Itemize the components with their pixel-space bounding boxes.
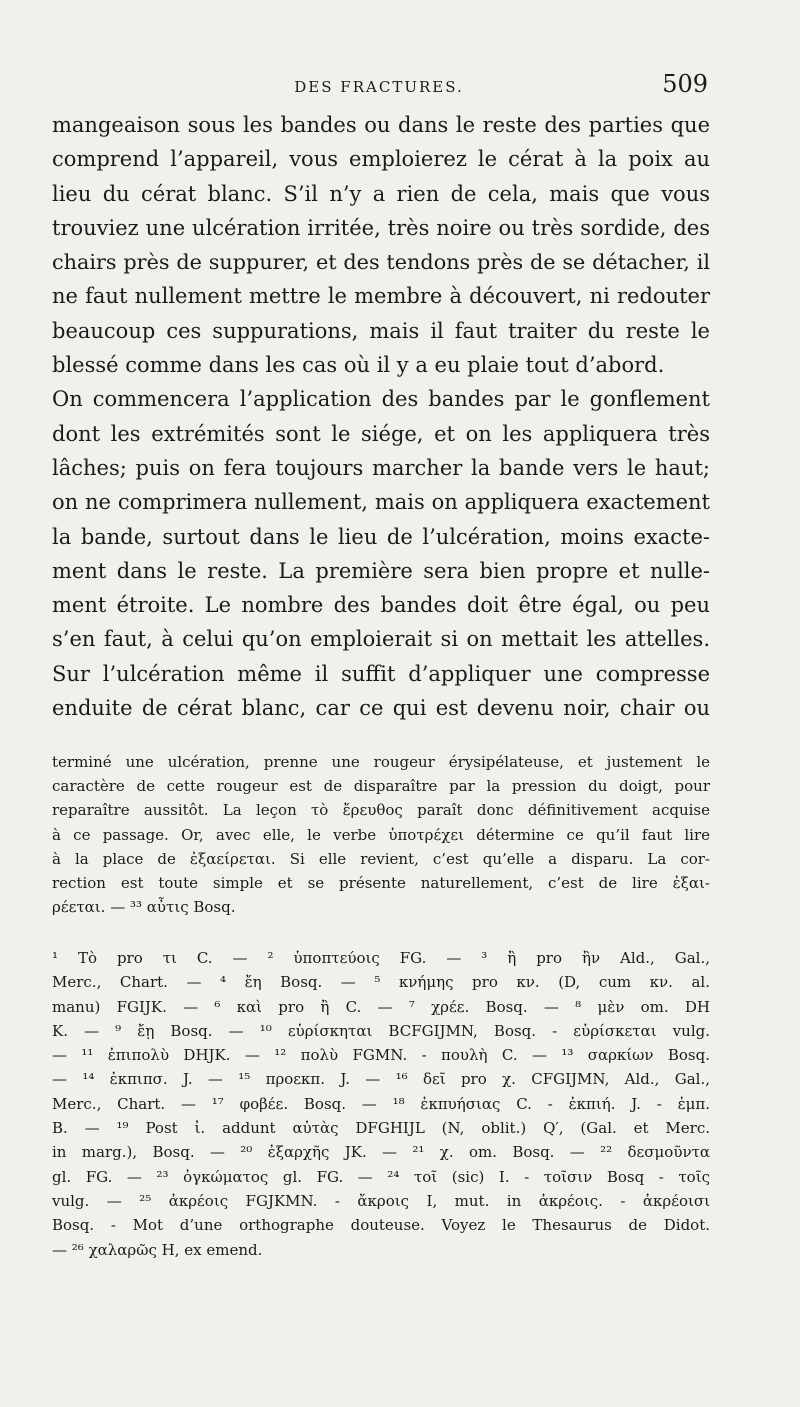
text-line: chairs près de suppurer, et des tendons près de se détacher, il [52,250,710,275]
footnote-line: caractère de cette rougeur est de disparaître par la pression du doigt, pour [52,777,710,796]
text-line: trouviez une ulcération irritée, très noire ou très sordide, des [52,215,710,240]
variant-line: manu) FGIJK. — ⁶ καὶ pro ἢ C. — ⁷ χρέε. Bosq. — ⁸ μὲν om. DH [52,997,710,1016]
footnote-line: ρέεται. — ³³ αὖτις Bosq. [52,898,236,917]
footnote-line: à la place de ἐξαείρεται. Si elle revient, c’est qu’elle a disparu. La cor- [52,849,710,868]
variant-line: — ¹¹ ἐπιπολὺ DHJK. — ¹² πολὺ FGMN. - πουλὴ C. — ¹³ σαρκίων Bosq. [52,1046,710,1065]
variant-line: Merc., Chart. — ¹⁷ φοβέε. Bosq. — ¹⁸ ἐκπυήσιας C. - ἐκπιή. J. - ἐμπ. [52,1094,710,1113]
footnote-continued [52,750,710,919]
text-line: blessé comme dans les cas où il y a eu plaie tout d’abord. [52,353,665,378]
text-line: la bande, surtout dans le lieu de l’ulcération, moins exacte- [52,524,710,549]
variant-line: — ¹⁴ ἐκπιπσ. J. — ¹⁵ προεκπ. J. — ¹⁶ δεῖ pro χ. CFGIJMN, Ald., Gal., [52,1070,710,1089]
text-line: enduite de cérat blanc, car ce qui est devenu noir, chair ou [52,696,710,721]
text-line: comprend l’appareil, vous emploierez le cérat à la poix au [52,147,710,172]
footnote-line: reparaître aussitôt. La leçon τὸ ἔρευθος paraît donc définitivement acquise [52,801,710,820]
footnote-line: à ce passage. Or, avec elle, le verbe ὑποτρέχει détermine ce qu’il faut lire [52,825,710,844]
text-line: ne faut nullement mettre le membre à découvert, ni redouter [52,284,710,309]
text-line: ment étroite. Le nombre des bandes doit être égal, ou peu [52,593,710,618]
text-line: mangeaison sous les bandes ou dans le reste des parties que [52,113,710,137]
variant-line: B. — ¹⁹ Post ἰ. addunt αὐτὰς DFGHIJL (N, oblit.) Q′, (Gal. et Merc. [52,1119,710,1138]
text-line: beaucoup ces suppurations, mais il faut traiter du reste le [52,318,710,343]
text-line: On commencera l’application des bandes par le gonflement [52,387,710,412]
running-title: DES FRACTURES. [294,78,464,96]
main-text [52,108,710,725]
variant-line: Bosq. - Mot d’une orthographe douteuse. Voyez le Thesaurus de Didot. [52,1216,710,1235]
variant-line: in marg.), Bosq. — ²⁰ ἐξαρχῆς JK. — ²¹ χ. om. Bosq. — ²² δεσμοῦντα [52,1143,710,1162]
running-head [50,70,708,100]
page-number: 509 [662,70,708,98]
text-line: on ne comprimera nullement, mais on appliquera exactement [52,490,710,515]
variant-line: vulg. — ²⁵ ἀκρέοις FGJKMN. - ἄκροις I, mut. in ἀκρέοις. - ἀκρέοισι [52,1191,710,1210]
text-line: dont les extrémités sont le siége, et on les appliquera très [52,421,710,446]
footnote-line: rection est toute simple et se présente naturellement, c’est de lire ἐξαι- [52,874,710,893]
variant-line: K. — ⁹ ἔῃ Bosq. — ¹⁰ εὑρίσκηται BCFGIJMN, Bosq. - εὑρίσκεται vulg. [52,1021,710,1040]
variant-line: gl. FG. — ²³ ὀγκώματος gl. FG. — ²⁴ τοῖ (sic) I. - τοῖσιν Bosq - τοῖς [52,1167,710,1186]
text-line: s’en faut, à celui qu’on emploierait si on mettait les attelles. [52,627,710,652]
variant-line: ¹ Τὸ pro τι C. — ² ὑποπτεύοις FG. — ³ ἢ pro ἢν Ald., Gal., [52,949,710,967]
text-line: lâches; puis on fera toujours marcher la bande vers le haut; [52,455,710,480]
variant-line: Merc., Chart. — ⁴ ἔη Bosq. — ⁵ κνήμης pro κν. (D, cum κν. al. [52,973,710,992]
text-line: lieu du cérat blanc. S’il n’y a rien de cela, mais que vous [52,181,710,206]
text-line: ment dans le reste. La première sera bien propre et nulle- [52,558,710,583]
variant-readings [52,946,710,1262]
text-line: Sur l’ulcération même il suffit d’appliquer une compresse [52,661,710,686]
footnote-line: terminé une ulcération, prenne une rougeur érysipélateuse, et justement le [52,753,710,771]
variant-line: — ²⁶ χαλαρῶς H, ex emend. [52,1240,263,1259]
